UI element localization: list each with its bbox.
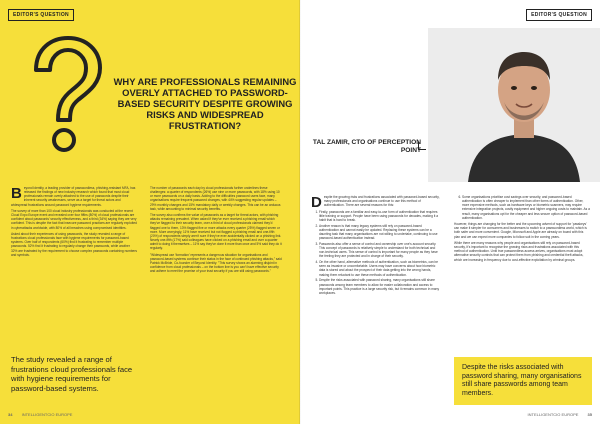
paragraph: "Widespread use 'formation' represents a dangerous situation for organisations and password-based systems continue their status in the face of continued phishing attacks," said Patrick McBride, Co-founder of Beyond Identity. "This survey shows an alarming disjoint in confidence from cloud professionals – on the bottom line is you can't have effective security and adhere to meet the promise of your trust security if you are still using passwords.": [150, 252, 282, 274]
list-item: 3. Passwords also offer a sense of control and ownership over one's account security. This concept of passwords is relatively simple to understand for both technical and non-technical users. This sense of control is important for many people as they have the feeling they are protected and in charge of their security.: [319, 242, 441, 259]
publication-name: INTELLIGENTCIO EUROPE: [527, 412, 579, 417]
page-number: 34: [8, 412, 13, 417]
question-mark-icon: [22, 32, 110, 160]
paragraph: However, things are changing for the better and the upcoming advent of support for 'passkeys' can make it simpler for consumers and businesses to switch to a passwordless world, which is both safer and more convenient. Google, Microsoft and Apple are already on board with this plan and we can expect more companies to follow suit in the coming years.: [454, 222, 587, 239]
reasons-list: [319, 210, 441, 295]
author-photo: [428, 28, 600, 182]
drop-cap: D: [311, 194, 322, 211]
list-item: 4. On the other hand, alternative methods of authentication, such as biometrics, can be seen as invasive or uncomfortable. Users may have concerns about how biometric data is stored and about the prospect of their data getting into the wrong hands, making them reluctant to use these methods of authentication.: [319, 260, 441, 277]
section-tag: EDITOR'S QUESTION: [8, 9, 74, 21]
author-caption: TAL ZAMIR, CTO OF PERCEPTION POINT: [312, 139, 421, 154]
callout-box: Despite the risks associated with password sharing, many organisations still share passwords among team members.: [454, 357, 592, 405]
page-footer: [8, 412, 72, 417]
paragraph: Despite the growing risks and frustrations associated with password-based security, many professionals and organisations continue to use this method of authentication. There are several reasons for this:: [311, 194, 440, 211]
paragraph: The survey of more than 100 cloud industry professionals was conducted at the recent Cloud Expo Europe event and revealed over four fifths (80%) of cloud professionals are confident about passwords' security effectiveness, and a third (34%) saying they are very confident. This is despite the fact that insecure password practices are regularly exploited in cyberattacks worldwide, with 80% of all breaches using compromised identities.: [11, 208, 137, 230]
list-item: 6. Some organisations prioritise cost savings over security, and password-based authentication is often cheaper to implement than other forms of authentication. Other, more expensive methods, such as hardware keys or biometric scanners, may require extensive integration projects, costly equipment and higher ongoing costs to maintain. As a result, many organisations opt for the cheaper and less secure option of password-based authentication.: [462, 195, 590, 220]
paragraph: Beyond Identity, a leading provider of passwordless, phishing-resistant MFA, has released the findings of new industry research which found that most cloud professionals remain overly attached to the use of passwords despite their inherent security weaknesses, serve as a target for threat actors and widespread frustrations around password hygiene requirements.: [11, 185, 136, 207]
reasons-list-continued: [462, 195, 590, 220]
body-column-4: [454, 195, 590, 264]
body-column-1: [11, 186, 137, 259]
paragraph: While there are many reasons why people and organisations still rely on password-based security, it's important to recognise the growing risks and frustrations associated with this method of authentication. Until true passwordless access arrives, organisations must adopt alternative security controls that can protect them from phishing and credential theft attacks, which are increasing in frequency due to cost-effective exploitation by criminal groups.: [454, 240, 584, 262]
list-item: 5. Despite the risks associated with password sharing, many organisations still share passwords among team members to allow for easier collaboration and access to important points. This practice is a large security risk, but it remains common in many workplaces.: [319, 278, 441, 295]
right-page: [300, 0, 600, 424]
section-tag: EDITOR'S QUESTION: [526, 9, 592, 21]
article-headline: WHY ARE PROFESSIONALS REMAINING OVERLY ATTACHED TO PASSWORD-BASED SECURITY DESPITE GROWING RISKS AND WIDESPREAD FRUSTRATION?: [113, 76, 297, 131]
paragraph: The number of passwords each day by cloud professionals further underlines these challenges: a quarter of respondents (26%) use nine or more passwords, with 18% using 10 or more passwords on a daily basis. Adding to the difficulties password users face, many organisations require frequent password changes, with 44% suggesting regular updates – 29% monthly changes and 15% mandatory daily or weekly changes. This can be an arduous task, while amounting to minimal security benefits.: [150, 186, 281, 211]
body-column-3: [311, 195, 441, 297]
paragraph: Asked about their experiences of using passwords, the study revealed a range of frustrations cloud professionals face with hygiene requirements for password-based systems. Over half of respondents (60%) find it frustrating to remember multiple passwords. 52% find it frustrating to regularly change their passwords, while another 32% are frustrated by the requirement to choose complex passwords containing numbers and symbols.: [11, 231, 137, 257]
paragraph: The survey also confirms the value of passwords as a target for threat actors, with phishing attacks remaining prevalent. When asked if they've ever received a phishing email which they've flagged to their security team, over a third of cloud professionals claimed they'd flagged one to them, 13% flagged five or more attacks every quarter (25%) flagged seven or more. More worryingly, 11% have received but not flagged a phishing email and one-fifth (20%) of respondents simply aren't sure if they've ever accidentally clicked on a phishing link. Nearly one-fifth (17%) said colleagues have clicked on a phishing email and over a quarter admit to doing it themselves – 11% say they've done it more than once and 5% said they do it regularly.: [150, 213, 282, 251]
list-item: 1. Firstly, passwords are a familiar and easy-to-use form of authentication that requires little training or support. People have been using passwords for decades, making it a habit that is hard to break.: [319, 210, 441, 222]
drop-cap: B: [11, 185, 22, 202]
caption-bracket: [418, 142, 426, 150]
page-footer: [528, 412, 592, 417]
pull-quote: The study revealed a range of frustrations cloud professionals face with hygiene requirements for password-based systems.: [11, 355, 133, 393]
publication-name: INTELLIGENTCIO EUROPE: [21, 412, 73, 417]
body-column-2: [150, 186, 283, 276]
page-gutter: [299, 0, 301, 424]
page-number: 35: [587, 412, 592, 417]
list-item: 2. Another reason is that many legacy systems still rely on password-based authentication and cannot easily be updated. Replacing these systems can be a daunting task that many organisations are not willing to undertake, continuing to use password-based authentication instead.: [319, 224, 441, 241]
